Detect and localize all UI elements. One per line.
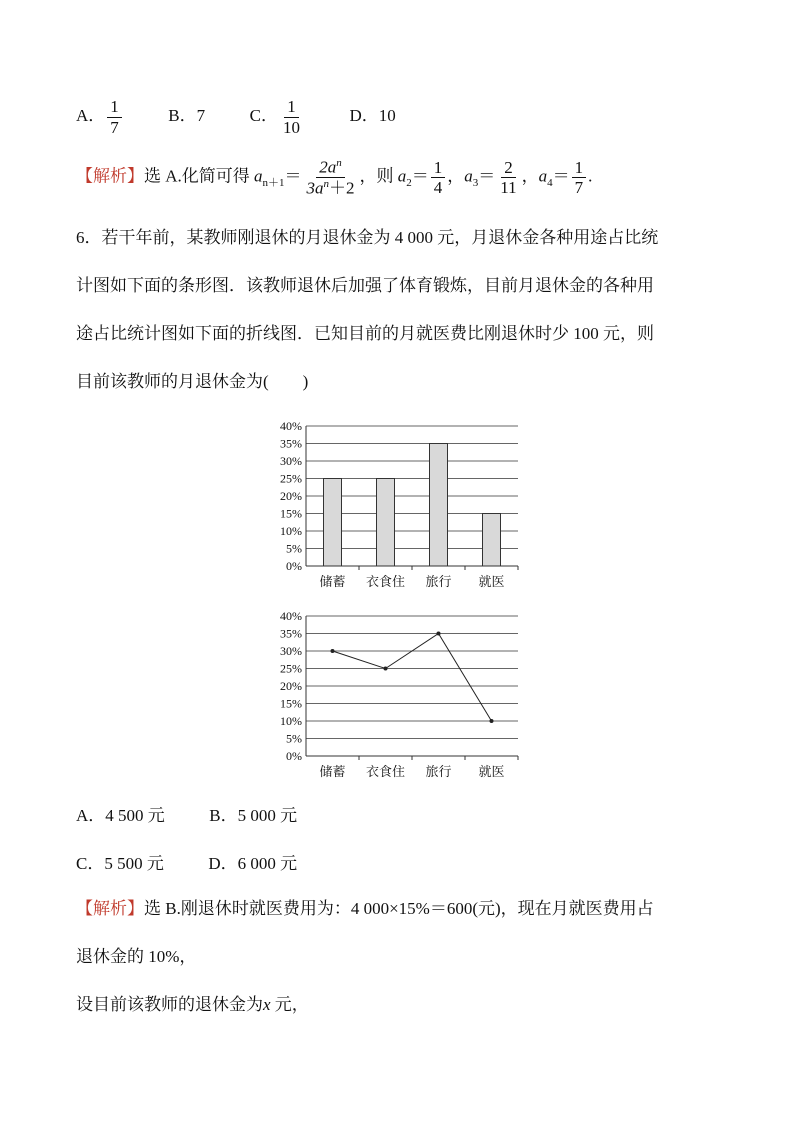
q6-options-row-2 <box>76 849 297 874</box>
y-tick-label: 10% <box>280 524 302 538</box>
equals: ＝ <box>284 166 302 186</box>
q5-option-d: D．10 <box>349 105 396 125</box>
denominator <box>304 178 358 198</box>
x-tick-label: 就医 <box>478 764 505 779</box>
y-tick-label: 40% <box>280 419 302 433</box>
y-tick-label: 25% <box>280 661 302 676</box>
y-tick-label: 20% <box>280 679 302 693</box>
solution-line-3 <box>76 993 716 1041</box>
bar <box>483 514 501 567</box>
equals: ＝ <box>411 166 429 186</box>
var-a4: a <box>538 166 548 186</box>
numerator: 1 <box>284 97 299 118</box>
var-a2: a <box>397 166 407 186</box>
q6-option-c: C．5 500 元 <box>76 854 164 873</box>
stem-line-4: 目前该教师的月退休金为( ) <box>76 372 309 391</box>
solution-line-1 <box>76 897 716 945</box>
subscript: 2 <box>406 177 412 189</box>
subscript: 3 <box>472 177 479 189</box>
y-tick-label: 40% <box>280 609 302 623</box>
q6-option-d: D．6 000 元 <box>208 854 298 873</box>
equals: ＝ <box>478 166 496 186</box>
var-a: a <box>254 166 263 186</box>
q6-option-a: A．4 500 元 <box>76 806 165 825</box>
y-tick-label: 0% <box>286 749 302 763</box>
x-tick-label: 衣食住 <box>365 764 406 779</box>
fraction <box>107 97 122 137</box>
stem-line-1: 6．若干年前，某教师刚退休的月退休金为 4 000 元，月退休金各种用途占比统 <box>76 228 659 247</box>
q6-option-b: B．5 000 元 <box>209 806 298 825</box>
separator: ， <box>521 166 539 186</box>
x-tick-label: 旅行 <box>425 764 452 779</box>
y-tick-label: 10% <box>280 714 302 728</box>
denominator: 4 <box>433 178 443 198</box>
x-tick-label: 储蓄 <box>319 764 346 779</box>
fraction <box>497 158 519 198</box>
solution-tag: 【解析】 <box>76 899 144 918</box>
numerator: 2 <box>501 158 516 179</box>
line-chart <box>264 600 534 785</box>
solution-text-3: 设目前该教师的退休金为 <box>76 995 263 1014</box>
stem-line-3: 途占比统计图如下面的折线图．已知目前的月就医费比刚退休时少 100 元，则 <box>76 324 654 343</box>
bar <box>324 479 342 567</box>
numerator <box>316 157 345 178</box>
fraction <box>280 97 303 137</box>
data-point <box>331 649 335 653</box>
solution-line-2: 退休金的 10%， <box>76 947 197 966</box>
separator: ， <box>447 166 465 186</box>
q5-option-c <box>249 97 310 137</box>
den-base: 3a <box>306 178 324 198</box>
numerator: 1 <box>431 158 446 179</box>
option-c-label: C． <box>249 105 278 125</box>
then: ，则 <box>359 166 398 186</box>
num-base: 2a <box>319 157 337 177</box>
fraction <box>431 158 446 198</box>
numerator: 1 <box>107 97 122 118</box>
y-tick-label: 35% <box>280 436 302 451</box>
y-tick-label: 30% <box>280 644 302 658</box>
y-tick-label: 15% <box>280 696 302 711</box>
bar <box>377 479 395 567</box>
y-tick-label: 30% <box>280 454 302 468</box>
var-a3: a <box>464 166 473 186</box>
q5-option-b: B．7 <box>168 105 206 125</box>
solution-tag: 【解析】 <box>76 166 144 186</box>
denominator: 11 <box>500 178 517 198</box>
x-tick-label: 储蓄 <box>319 574 346 589</box>
x-tick-label: 就医 <box>478 574 505 589</box>
bar <box>430 444 448 567</box>
solution-text-1: 选 B.刚退休时就医费用为：4 000×15%＝600(元)，现在月就医费用占 <box>144 899 654 918</box>
subscript: n＋1 <box>262 177 285 189</box>
q5-option-a <box>76 97 128 137</box>
q6-stem <box>76 226 716 418</box>
data-point <box>437 632 441 636</box>
den-post: ＋2 <box>329 178 355 198</box>
solution-text-3-end: 元， <box>270 995 309 1014</box>
subscript: 4 <box>547 177 553 189</box>
var-x: x <box>263 995 271 1014</box>
fraction <box>572 158 587 198</box>
q6-solution <box>76 897 716 1041</box>
y-tick-label: 0% <box>286 559 302 573</box>
denominator: 7 <box>110 117 119 137</box>
q5-options <box>76 97 396 137</box>
series-line <box>333 634 492 722</box>
numerator: 1 <box>572 158 587 179</box>
denominator: 10 <box>282 117 300 137</box>
x-tick-label: 旅行 <box>425 574 452 589</box>
q5-solution <box>76 157 592 198</box>
y-tick-label: 25% <box>280 471 302 486</box>
x-tick-label: 衣食住 <box>365 574 406 589</box>
y-tick-label: 35% <box>280 626 302 641</box>
solution-lead: 选 A.化简可得 <box>144 166 255 186</box>
den-exp: n <box>323 178 330 191</box>
q6-options-row-1 <box>76 801 297 826</box>
denominator: 7 <box>574 178 584 198</box>
num-exp: n <box>336 157 342 169</box>
equals: ＝ <box>552 166 570 186</box>
period: . <box>588 166 593 186</box>
y-tick-label: 5% <box>286 541 302 556</box>
data-point <box>384 667 388 671</box>
recurrence-fraction <box>304 157 358 198</box>
option-a-label: A． <box>76 105 106 125</box>
y-tick-label: 15% <box>280 506 302 521</box>
data-point <box>490 719 494 723</box>
y-tick-label: 5% <box>286 731 302 746</box>
bar-chart <box>264 410 534 595</box>
stem-line-2: 计图如下面的条形图．该教师退休后加强了体育锻炼，目前月退休金的各种用 <box>76 276 654 295</box>
y-tick-label: 20% <box>280 489 302 503</box>
